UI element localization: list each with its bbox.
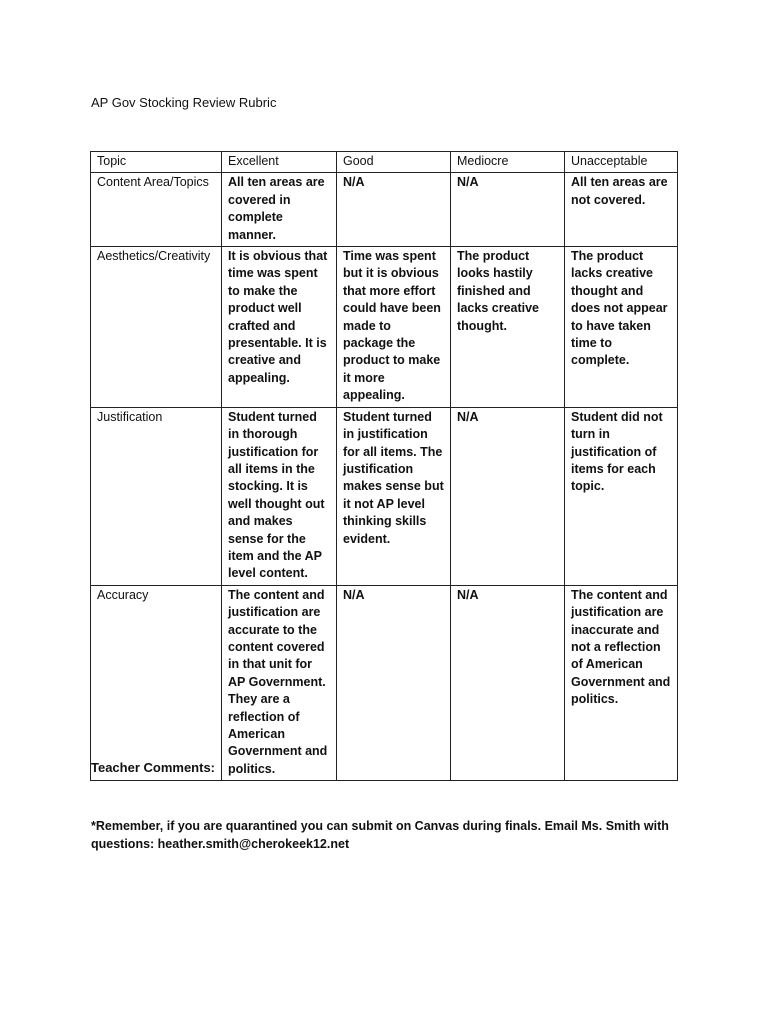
good-cell: Student turned in justification for all items. The justification makes sense but it not AP level thinking skills evident. <box>337 407 451 585</box>
unacceptable-cell: The content and justification are inaccurate and not a reflection of American Government and politics. <box>565 585 678 780</box>
table-row <box>91 173 678 247</box>
document-title: AP Gov Stocking Review Rubric <box>91 95 277 110</box>
excellent-cell: Student turned in thorough justification for all items in the stocking. It is well thought out and makes sense for the item and the AP level content. <box>222 407 337 585</box>
teacher-comments-label: Teacher Comments: <box>91 760 216 775</box>
rubric-header-row <box>91 152 678 173</box>
topic-cell: Accuracy <box>91 585 222 780</box>
excellent-cell: All ten areas are covered in complete manner. <box>222 173 337 247</box>
quarantine-note: *Remember, if you are quarantined you can submit on Canvas during finals. Email Ms. Smith with questions: heather.smith@cherokeek12.net <box>91 819 669 851</box>
header-mediocre: Mediocre <box>451 152 565 173</box>
table-row <box>91 585 678 780</box>
excellent-cell: The content and justification are accurate to the content covered in that unit for AP Government. They are a reflection of American Government and politics. <box>222 585 337 780</box>
topic-cell: Justification <box>91 407 222 585</box>
unacceptable-cell: Student did not turn in justification of items for each topic. <box>565 407 678 585</box>
mediocre-cell: N/A <box>451 585 565 780</box>
table-row <box>91 407 678 585</box>
good-cell: N/A <box>337 173 451 247</box>
header-good: Good <box>337 152 451 173</box>
header-unacceptable: Unacceptable <box>565 152 678 173</box>
excellent-cell: It is obvious that time was spent to make the product well crafted and presentable. It is creative and appealing. <box>222 247 337 408</box>
unacceptable-cell: The product lacks creative thought and does not appear to have taken time to complete. <box>565 247 678 408</box>
topic-cell: Content Area/Topics <box>91 173 222 247</box>
unacceptable-cell: All ten areas are not covered. <box>565 173 678 247</box>
topic-cell: Aesthetics/Creativity <box>91 247 222 408</box>
header-topic: Topic <box>91 152 222 173</box>
header-excellent: Excellent <box>222 152 337 173</box>
good-cell: Time was spent but it is obvious that more effort could have been made to package the product to make it more appealing. <box>337 247 451 408</box>
table-row <box>91 247 678 408</box>
good-cell: N/A <box>337 585 451 780</box>
mediocre-cell: N/A <box>451 173 565 247</box>
mediocre-cell: N/A <box>451 407 565 585</box>
rubric-table <box>90 151 678 781</box>
mediocre-cell: The product looks hastily finished and lacks creative thought. <box>451 247 565 408</box>
